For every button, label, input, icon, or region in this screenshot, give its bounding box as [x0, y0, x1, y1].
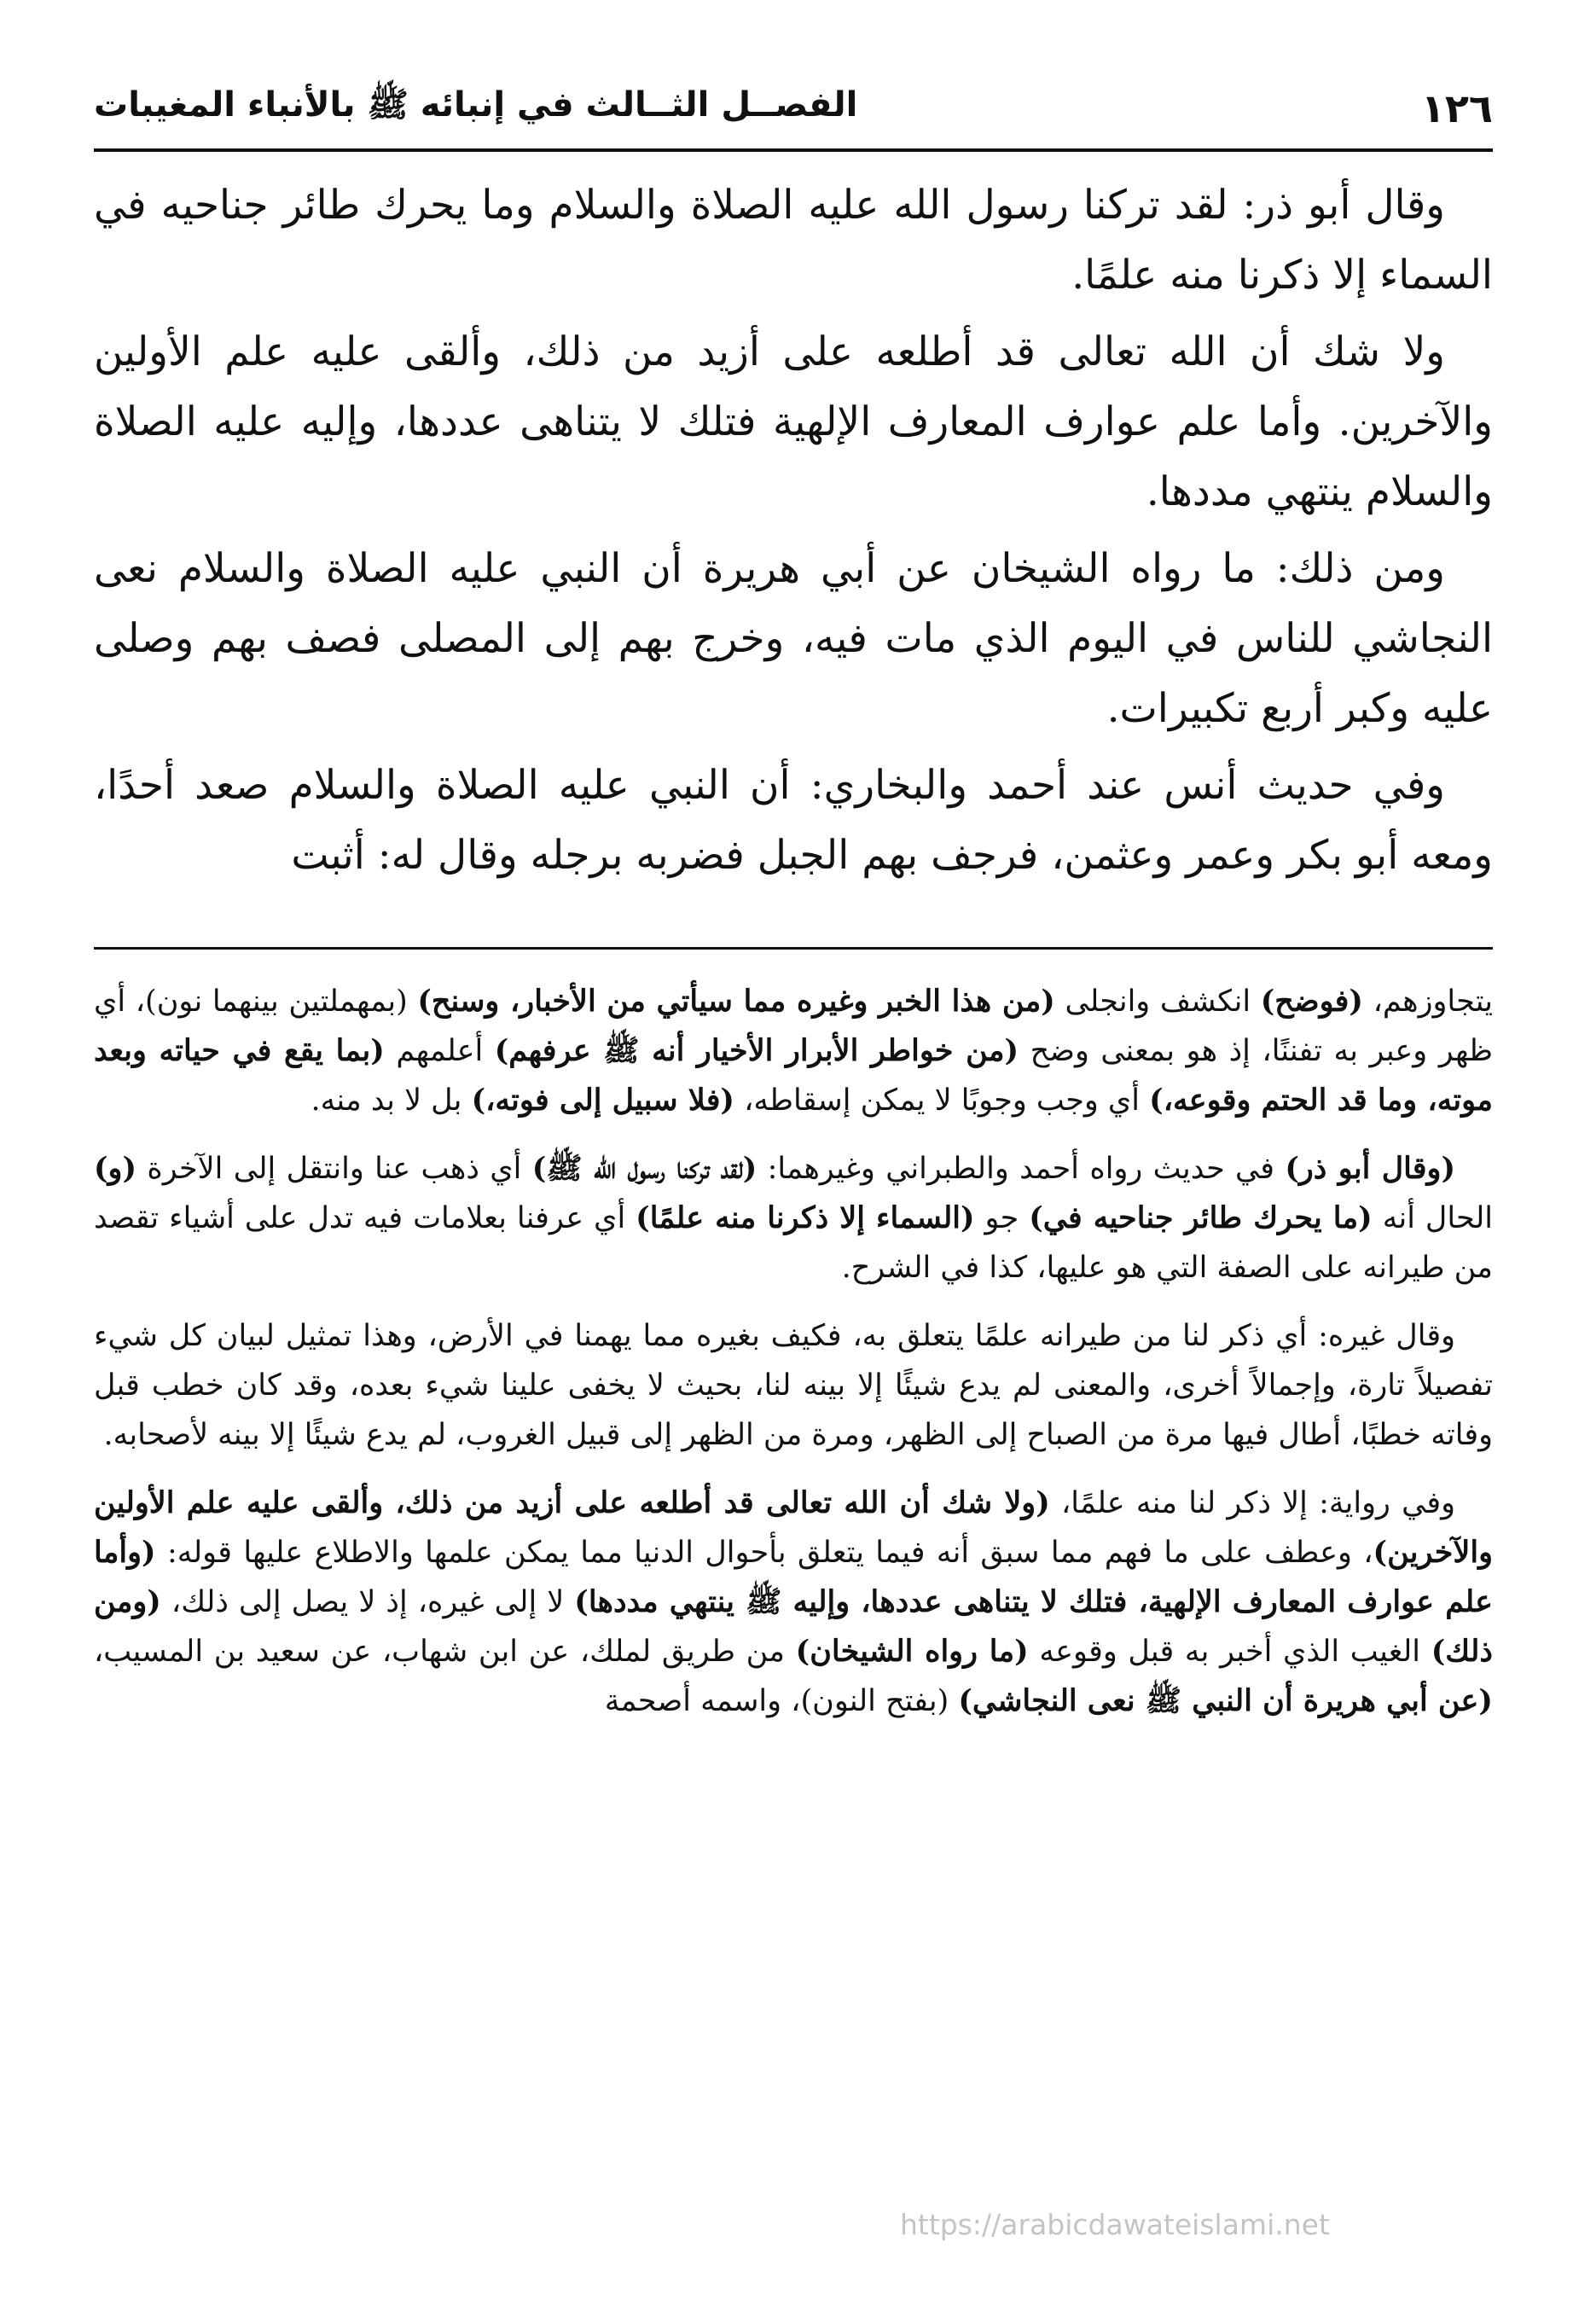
commentary-text: يتجاوزهم،	[1362, 985, 1493, 1019]
commentary-text: أي ذهب عنا وانتقل إلى الآخرة	[136, 1152, 532, 1186]
quoted-text: (عن أبي هريرة أن النبي ﷺ نعى النجاشي)	[958, 1683, 1493, 1718]
commentary-text: أعلمهم	[384, 1034, 495, 1068]
quoted-text: (وقال أبو ذر)	[1285, 1151, 1456, 1186]
commentary-text: لا إلى غيره، إذ لا يصل إلى ذلك،	[160, 1585, 575, 1619]
commentary-text: ، وعطف على ما فهم مما سبق أنه فيما يتعلق بأحوال الدنيا مما يمكن علمها والاطلاع عليها قوله:	[155, 1536, 1373, 1570]
commentary-text: (بفتح النون)، واسمه أصحمة	[604, 1684, 959, 1718]
quoted-text: (بما يقع في حياته وبعد موته، وما قد الحتم وقوعه،)	[94, 1033, 1493, 1118]
commentary-text: في حديث رواه أحمد والطبراني وغيرهما:	[757, 1152, 1286, 1186]
quoted-text: (من هذا الخبر وغيره مما سيأتي من الأخبار، وسنح)	[417, 984, 1055, 1019]
commentary-paragraph	[94, 977, 1493, 1125]
commentary-paragraph	[94, 1479, 1493, 1726]
quoted-text: (فوضح)	[1260, 984, 1363, 1019]
main-paragraph: ولا شك أن الله تعالى قد أطلعه على أزيد من ذلك، وألقى عليه علم الأولين والآخرين. وأما علم عوارف المعارف الإلهية فتلك لا يتناهى عددها، وإليه عليه الصلاة والسلام ينتهي مددها.	[94, 328, 1493, 515]
watermark-url: https://arabicdawateislami.net	[900, 2208, 1330, 2241]
quoted-text: (من خواطر الأبرار الأخيار أنه ﷺ عرفهم)	[494, 1033, 1019, 1068]
main-text	[94, 171, 1493, 938]
commentary	[94, 977, 1493, 2214]
commentary-text: أي عرفنا بعلامات فيه تدل على أشياء تقصد من طيرانه على الصفة التي هو عليها، كذا في الشرح.	[94, 1201, 1493, 1285]
page-number: ١٢٦	[1420, 85, 1493, 131]
book-page	[94, 51, 1493, 2286]
quoted-text: (فلا سبيل إلى فوته،)	[471, 1083, 734, 1118]
quoted-text: (وأما علم عوارف المعارف الإلهية، فتلك لا يتناهى عددها، وإليه ﷺ ينتهي مددها)	[94, 1535, 1493, 1619]
quoted-text: (لقد تركنا رسول الله ﷺ)	[531, 1151, 757, 1186]
commentary-text: (بمهملتين بينهما نون)، أي ظهر وعبر به تفننًا، إذ هو بمعنى وضح	[94, 985, 1493, 1068]
running-title: الفصــل الثــالث في إنبائه ﷺ بالأنباء المغيبات	[94, 85, 858, 125]
commentary-text: انكشف وانجلى	[1054, 985, 1261, 1019]
commentary-paragraph	[94, 1311, 1493, 1460]
main-paragraph: ومن ذلك: ما رواه الشيخان عن أبي هريرة أن النبي عليه الصلاة والسلام نعى النجاشي للناس في اليوم الذي مات فيه، وخرج بهم إلى المصلى فصف بهم وصلى عليه وكبر أربع تكبيرات.	[94, 545, 1493, 732]
quoted-text: (ما رواه الشيخان)	[795, 1634, 1029, 1669]
quoted-text: (السماء إلا ذكرنا منه علمًا)	[636, 1200, 975, 1235]
quoted-text: (ومن ذلك)	[94, 1584, 1493, 1669]
quoted-text: (ولا شك أن الله تعالى قد أطلعه على أزيد من ذلك، وألقى عليه علم الأولين والآخرين)	[94, 1485, 1493, 1570]
commentary-text: الحال أنه	[1372, 1201, 1493, 1235]
commentary-text: وقال غيره: أي ذكر لنا من طيرانه علمًا يتعلق به، فكيف بغيره مما يهمنا في الأرض، وهذا تمثيل لبيان كل شيء تفصيلاً تارة، وإجمالاً أخرى، والمعنى لم يدع شيئًا إلا بينه لنا، بحيث لا يخفى علينا شيء بعده، وقد كان خطب قبل وفاته خطبًا، أطال فيها مرة من الصباح إلى الظهر، ومرة من الظهر إلى قبيل الغروب، لم يدع شيئًا إلا بينه لأصحابه.	[94, 1319, 1493, 1452]
commentary-text: من طريق لملك، عن ابن شهاب، عن سعيد بن المسيب،	[94, 1635, 796, 1669]
quoted-text: (ما يحرك طائر جناحيه في)	[1029, 1200, 1373, 1235]
main-paragraph: وفي حديث أنس عند أحمد والبخاري: أن النبي عليه الصلاة والسلام صعد أحدًا، ومعه أبو بكر وعمر وعثمن، فرجف بهم الجبل فضربه برجله وقال له: أثبت	[94, 762, 1493, 879]
commentary-text: الغيب الذي أخبر به قبل وقوعه	[1028, 1635, 1431, 1669]
page-header	[94, 61, 1493, 155]
commentary-paragraph	[94, 1144, 1493, 1293]
separator-rule	[94, 947, 1493, 950]
main-paragraph: وقال أبو ذر: لقد تركنا رسول الله عليه الصلاة والسلام وما يحرك طائر جناحيه في السماء إلا ذكرنا منه علمًا.	[94, 182, 1493, 299]
quoted-text: (و)	[94, 1151, 137, 1186]
commentary-text: وفي رواية: إلا ذكر لنا منه علمًا،	[1049, 1486, 1455, 1520]
commentary-text: أي وجب وجوبًا لا يمكن إسقاطه،	[734, 1084, 1150, 1118]
commentary-text: بل لا بد منه.	[311, 1084, 472, 1118]
header-rule	[94, 148, 1493, 152]
commentary-text: جو	[974, 1201, 1030, 1235]
